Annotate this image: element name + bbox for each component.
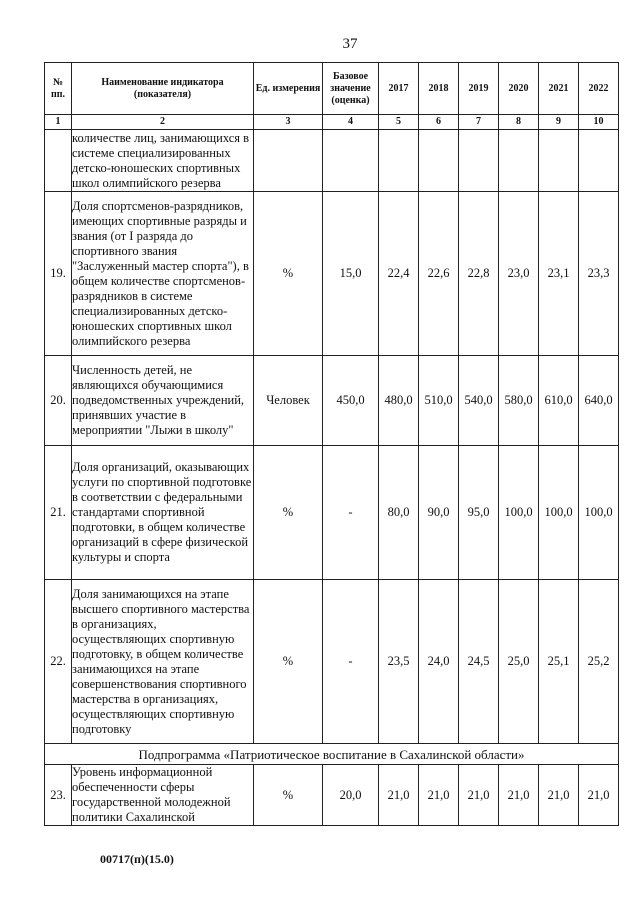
unit-cell [254, 130, 323, 192]
header-num: № пп. [45, 63, 72, 115]
column-number: 8 [499, 115, 539, 130]
value-2022: 25,2 [579, 580, 619, 744]
value-2019: 540,0 [459, 356, 499, 446]
unit-cell: % [254, 192, 323, 356]
value-2020 [499, 130, 539, 192]
value-2022: 640,0 [579, 356, 619, 446]
header-2022: 2022 [579, 63, 619, 115]
value-2018 [419, 130, 459, 192]
value-2021: 610,0 [539, 356, 579, 446]
value-2019 [459, 130, 499, 192]
value-2020: 580,0 [499, 356, 539, 446]
row-number: 19. [45, 192, 72, 356]
indicator-name: Доля занимающихся на этапе высшего спортивного мастерства в организациях, осуществляющих спортивную подготовку, в общем количестве занимающихся на этапе совершенствования спортивного мастерства в организациях, осуществляющих спортивную подготовку [72, 580, 254, 744]
value-2022: 100,0 [579, 446, 619, 580]
header-2020: 2020 [499, 63, 539, 115]
indicator-name: Численность детей, не являющихся обучающимися подведомственных учреждений, принявших участие в мероприятии "Лыжи в школу" [72, 356, 254, 446]
header-2018: 2018 [419, 63, 459, 115]
table-row [45, 192, 619, 356]
unit-cell: % [254, 446, 323, 580]
subprogram-title: Подпрограмма «Патриотическое воспитание в Сахалинской области» [45, 744, 619, 765]
value-2021: 23,1 [539, 192, 579, 356]
subprogram-row [45, 744, 619, 765]
column-number: 6 [419, 115, 459, 130]
unit-cell: % [254, 765, 323, 826]
base-value [323, 130, 379, 192]
row-number: 20. [45, 356, 72, 446]
value-2017: 80,0 [379, 446, 419, 580]
table-row [45, 580, 619, 744]
column-number: 1 [45, 115, 72, 130]
value-2017 [379, 130, 419, 192]
base-value: - [323, 580, 379, 744]
column-number: 9 [539, 115, 579, 130]
base-value: 20,0 [323, 765, 379, 826]
column-number: 4 [323, 115, 379, 130]
column-number: 3 [254, 115, 323, 130]
value-2021: 21,0 [539, 765, 579, 826]
value-2018: 90,0 [419, 446, 459, 580]
header-row [45, 63, 619, 115]
value-2020: 23,0 [499, 192, 539, 356]
table-row [45, 765, 619, 826]
page-number: 37 [342, 36, 358, 52]
value-2018: 510,0 [419, 356, 459, 446]
column-number: 2 [72, 115, 254, 130]
value-2019: 95,0 [459, 446, 499, 580]
row-number: 23. [45, 765, 72, 826]
value-2017: 22,4 [379, 192, 419, 356]
value-2022: 23,3 [579, 192, 619, 356]
column-number: 5 [379, 115, 419, 130]
header-2021: 2021 [539, 63, 579, 115]
value-2019: 22,8 [459, 192, 499, 356]
value-2020: 100,0 [499, 446, 539, 580]
column-number-row [45, 115, 619, 130]
header-base: Базовое значение (оценка) [323, 63, 379, 115]
table-row [45, 446, 619, 580]
header-unit: Ед. измерения [254, 63, 323, 115]
table-row [45, 356, 619, 446]
row-number: 21. [45, 446, 72, 580]
value-2020: 25,0 [499, 580, 539, 744]
unit-cell: % [254, 580, 323, 744]
value-2019: 24,5 [459, 580, 499, 744]
value-2017: 23,5 [379, 580, 419, 744]
table-row [45, 130, 619, 192]
value-2018: 24,0 [419, 580, 459, 744]
value-2018: 22,6 [419, 192, 459, 356]
header-2017: 2017 [379, 63, 419, 115]
value-2019: 21,0 [459, 765, 499, 826]
value-2021: 25,1 [539, 580, 579, 744]
header-2019: 2019 [459, 63, 499, 115]
value-2022: 21,0 [579, 765, 619, 826]
unit-cell: Человек [254, 356, 323, 446]
header-name: Наименование индикатора (показателя) [72, 63, 254, 115]
value-2020: 21,0 [499, 765, 539, 826]
indicator-name: Доля спортсменов-разрядников, имеющих спортивные разряды и звания (от I разряда до спортивного звания "Заслуженный мастер спорта"), в общем количестве спортсменов-разрядников в системе специализированных детско-юношеских спортивных школ олимпийского резерва [72, 192, 254, 356]
value-2022 [579, 130, 619, 192]
indicator-name: Доля организаций, оказывающих услуги по спортивной подготовке в соответствии с федеральными стандартами спортивной подготовки, в общем количестве организаций в сфере физической культуры и спорта [72, 446, 254, 580]
value-2018: 21,0 [419, 765, 459, 826]
base-value: 15,0 [323, 192, 379, 356]
document-code: 00717(п)(15.0) [100, 852, 174, 866]
indicators-table [44, 62, 619, 826]
row-number [45, 130, 72, 192]
indicator-name: количестве лиц, занимающихся в системе специализированных детско-юношеских спортивных школ олимпийского резерва [72, 130, 254, 192]
column-number: 7 [459, 115, 499, 130]
value-2017: 21,0 [379, 765, 419, 826]
value-2017: 480,0 [379, 356, 419, 446]
indicator-name: Уровень информационной обеспеченности сферы государственной молодежной политики Сахалинской [72, 765, 254, 826]
value-2021: 100,0 [539, 446, 579, 580]
value-2021 [539, 130, 579, 192]
row-number: 22. [45, 580, 72, 744]
base-value: 450,0 [323, 356, 379, 446]
base-value: - [323, 446, 379, 580]
column-number: 10 [579, 115, 619, 130]
